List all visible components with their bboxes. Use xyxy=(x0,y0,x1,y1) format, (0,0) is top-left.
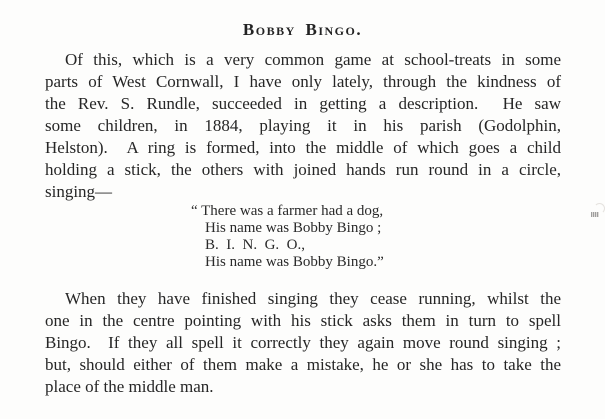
text-line: some children, in 1884, playing it in his parish (Godolphin, xyxy=(45,116,561,135)
text-line: singing— xyxy=(45,182,113,201)
text-line: holding a stick, the others with joined hands run round in a circle, xyxy=(45,160,561,179)
paragraph-intro xyxy=(45,49,561,203)
song-verse xyxy=(191,203,384,271)
text-line: Of this, which is a very common game at school-treats in some xyxy=(65,50,561,69)
verse-line: B. I. N. G. O., xyxy=(205,237,305,253)
paragraph-rules xyxy=(45,288,561,398)
page-title: Bobby Bingo. xyxy=(242,20,363,39)
text-line: one in the centre pointing with his stick asks them in turn to spell xyxy=(45,311,561,330)
text-line: place of the middle man. xyxy=(45,377,214,396)
text-line: the Rev. S. Rundle, succeeded in getting a description. He saw xyxy=(45,94,561,113)
verse-line: His name was Bobby Bingo ; xyxy=(205,220,382,236)
verse-line: His name was Bobby Bingo.” xyxy=(205,254,384,270)
text-line: Helston). A ring is formed, into the middle of which goes a child xyxy=(45,138,561,157)
text-line: but, should either of them make a mistake, he or she has to take the xyxy=(45,355,561,374)
text-line: When they have finished singing they cease running, whilst the xyxy=(65,289,561,308)
scan-artifact-mark xyxy=(591,212,599,217)
text-line: parts of West Cornwall, I have only lately, through the kindness of xyxy=(45,72,561,91)
text-line: Bingo. If they all spell it correctly they again move round singing ; xyxy=(45,333,561,352)
verse-line: “ There was a farmer had a dog, xyxy=(191,203,384,219)
